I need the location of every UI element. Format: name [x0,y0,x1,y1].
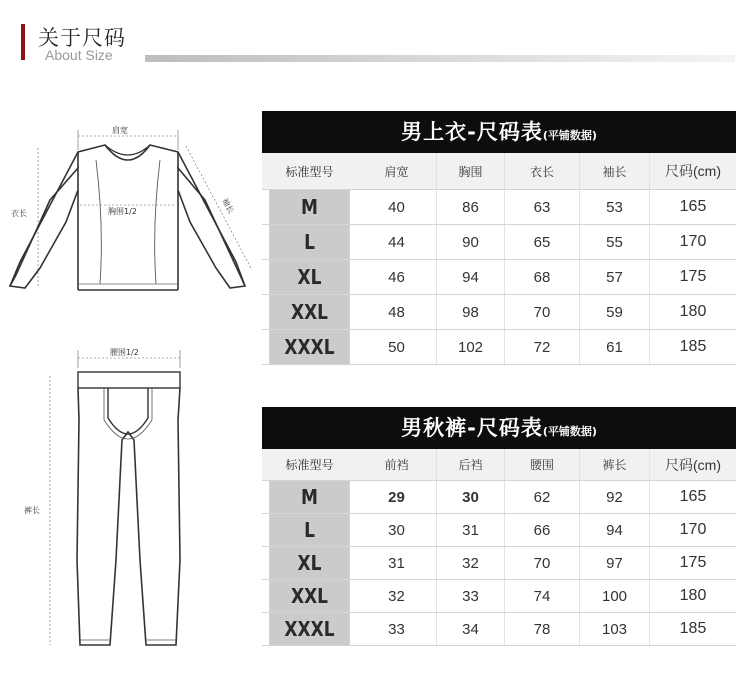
table-cell: 170 [679,233,707,250]
pants-table-title [262,407,736,449]
table-row [262,225,736,260]
table-row [262,190,736,225]
waist-label: 腰围1/2 [110,348,139,357]
table-cell: 102 [437,330,505,364]
table-cell: 103 [580,613,650,645]
table-cell: 90 [437,225,505,259]
header-cell: 后裆 [437,449,505,480]
table-cell: 33 [437,580,505,612]
table-cell: 44 [357,225,437,259]
table-cell: 70 [505,295,580,329]
table-cell: 180 [679,587,707,604]
size-cell: XL [269,260,350,294]
tops-table-header-row [262,153,736,190]
table-row [262,547,736,580]
table-cell: 57 [580,260,650,294]
table-cell: 65 [505,225,580,259]
pants-measurement-diagram [0,340,255,660]
table-cell: 48 [357,295,437,329]
table-cell: 175 [679,554,707,571]
table-cell: 165 [679,198,707,215]
table-cell: 55 [580,225,650,259]
size-cell: XXXL [269,613,350,645]
pants-table-title-text: 男秋裤-尺码表 [401,416,543,440]
table-cell: 33 [357,613,437,645]
table-cell: 170 [679,521,707,538]
table-cell: 70 [505,547,580,579]
header-cell: 胸围 [437,153,505,189]
table-row [262,613,736,646]
table-cell: 62 [505,481,580,513]
table-row [262,514,736,547]
table-cell: 46 [357,260,437,294]
table-cell: 94 [437,260,505,294]
header-accent-bar [21,24,25,60]
page-title: 关于尺码 [38,26,126,50]
table-cell: 97 [580,547,650,579]
table-cell: 63 [505,190,580,224]
table-row [262,330,736,365]
size-cell: XXL [269,580,350,612]
table-cell: 78 [505,613,580,645]
header-cell: 腰围 [505,449,580,480]
table-cell: 32 [357,580,437,612]
table-cell: 59 [580,295,650,329]
size-cell: XXXL [269,330,350,364]
header-cell: 裤长 [580,449,650,480]
size-cell: L [269,225,350,259]
header-divider [145,55,735,62]
top-measurement-diagram [0,110,255,310]
table-cell: 30 [437,481,505,513]
table-row [262,295,736,330]
table-cell: 72 [505,330,580,364]
table-row [262,260,736,295]
header-cell: 标准型号 [262,153,357,189]
table-row [262,481,736,514]
length-label: 衣长 [11,209,27,218]
header-cell: 肩宽 [357,153,437,189]
tops-table-title-note: (平铺数据) [542,129,597,142]
table-cell: 86 [437,190,505,224]
table-cell: 66 [505,514,580,546]
table-cell: 185 [679,338,707,355]
header-cell: 标准型号 [262,449,357,480]
table-cell: 92 [580,481,650,513]
table-cell: 53 [580,190,650,224]
table-cell: 185 [679,620,707,637]
chest-label: 胸围1/2 [108,207,137,216]
pants-table-header-row [262,449,736,481]
tops-table-title-text: 男上衣-尺码表 [401,120,543,144]
sleeve-label: 袖长 [220,196,236,216]
size-cell: L [269,514,350,546]
size-cell: XXL [269,295,350,329]
table-cell: 40 [357,190,437,224]
tops-table-title [262,111,736,153]
header-cell: 尺码(cm) [665,456,721,473]
table-cell: 31 [437,514,505,546]
table-cell: 61 [580,330,650,364]
table-cell: 30 [357,514,437,546]
table-cell: 175 [679,268,707,285]
tops-size-table [262,111,736,365]
size-cell: XL [269,547,350,579]
pants-size-table [262,407,736,646]
table-cell: 180 [679,303,707,320]
header-cell: 衣长 [505,153,580,189]
long-johns-illustration [0,340,255,660]
table-cell: 50 [357,330,437,364]
pants-table-title-note: (平铺数据) [542,425,597,438]
shoulder-label: 肩宽 [112,126,128,135]
header-cell: 尺码(cm) [665,163,721,179]
table-cell: 68 [505,260,580,294]
page-subtitle: About Size [45,47,113,63]
header-cell: 袖长 [580,153,650,189]
table-cell: 74 [505,580,580,612]
table-cell: 165 [679,488,707,505]
table-cell: 34 [437,613,505,645]
size-cell: M [269,190,350,224]
header-cell: 前裆 [357,449,437,480]
pants-length-label: 裤长 [24,506,40,515]
table-cell: 32 [437,547,505,579]
table-cell: 94 [580,514,650,546]
table-cell: 98 [437,295,505,329]
table-cell: 29 [357,481,437,513]
table-cell: 100 [580,580,650,612]
size-cell: M [269,481,350,513]
long-sleeve-top-illustration [0,110,255,310]
table-cell: 31 [357,547,437,579]
table-row [262,580,736,613]
